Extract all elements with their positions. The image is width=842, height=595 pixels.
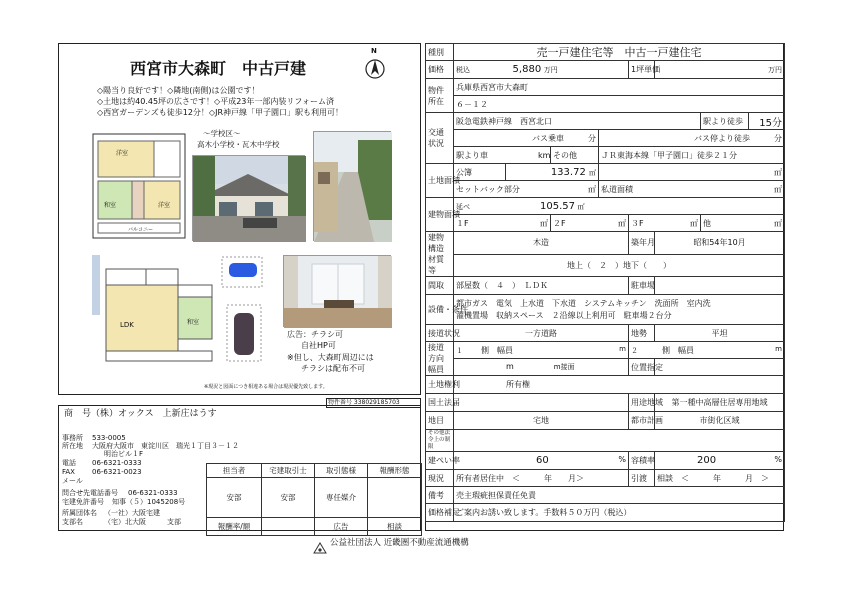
branch-label: 支部名: [62, 518, 83, 526]
page-title: 西宮市大森町 中古戸建: [130, 59, 307, 78]
inquiry-label: 問合せ先電話番号: [62, 489, 118, 497]
land-right-label: 土地権利: [426, 376, 454, 394]
floor-3f: ３F ㎡: [629, 215, 701, 232]
side-path-photo: [313, 131, 391, 241]
other-label: その他: [551, 147, 599, 164]
walk-minutes: 15分: [749, 113, 785, 130]
remarks-label: 備考: [426, 487, 454, 504]
exterior-photo: [192, 155, 305, 241]
school-names: 高木小学校・瓦木中学校: [197, 140, 280, 149]
land-area-value: 133.72 ㎡: [506, 164, 599, 181]
floor-1f: １F ㎡: [454, 215, 551, 232]
license-value: 知事（５）1045208号: [112, 498, 186, 506]
far-label: 容積率: [629, 452, 655, 470]
trade-name: 商 号（株）オックス 上新庄はうす: [64, 409, 217, 419]
agent-mode: 専任媒介: [315, 478, 368, 518]
agent-fee-rate: [262, 518, 315, 536]
price-cell: [454, 61, 629, 79]
room-label-youshitsu: 洋室: [116, 150, 129, 157]
status-value: 所有者居住中 ＜ 年 月＞: [454, 470, 629, 487]
land-law-label: 国土法届: [426, 394, 454, 412]
land-area-extra: ㎡: [599, 164, 785, 181]
location-value: 兵庫県西宮市大森町: [454, 79, 785, 96]
city-plan-label: 都市計画: [629, 412, 655, 430]
built-label: 築年月: [629, 232, 655, 255]
walk-label: 駅より徒歩: [701, 113, 749, 130]
facilities-cell: [454, 295, 785, 325]
room-label-washitsu: 和室: [104, 202, 117, 209]
agent-header-staff: 担当者: [207, 464, 262, 478]
agent-header-mode: 取引態様: [315, 464, 368, 478]
address-label: 所在地: [62, 442, 83, 450]
parking-label: 駐車場: [629, 277, 655, 295]
car-cell: 駅より車 km: [454, 147, 551, 164]
land-right-cell: 所有権: [454, 376, 785, 394]
remarks-value: 売主瑕疵担保責任免責: [454, 487, 785, 504]
structure-label: 建物構造 材質等: [426, 232, 454, 277]
agent-header-broker: 宅建取引士: [262, 464, 315, 478]
use-zone-label: 用途地域: [629, 394, 655, 412]
ad-line-1: 広告：チラシ可: [287, 330, 343, 339]
facilities-line-1: 都市ガス 電気 上水道 下水道 システムキッチン 洗面所 室内洗: [456, 298, 711, 308]
traffic-label: 交通状況: [426, 113, 454, 164]
floor-other: 他 ㎡: [701, 215, 785, 232]
facilities-label: 設備・条件: [426, 295, 454, 325]
note-line-2: チラシは配布不可: [301, 364, 365, 373]
floorplan-2f: [92, 133, 186, 239]
floor-2f: ２F ㎡: [551, 215, 629, 232]
price-unit: 万円: [543, 66, 558, 74]
agent-fee: [368, 478, 422, 518]
note-line-1: ※但し、大森町周辺には: [287, 353, 374, 362]
road-status-label: 接道状況: [426, 325, 454, 342]
room-label-ldk: LDK: [120, 321, 134, 329]
handover-label: 引渡: [629, 470, 655, 487]
other-limits-label: その他法令上の制限: [426, 430, 454, 452]
supplement-value: ご案内お誘い致します。手数料５０万円（税込）: [454, 504, 785, 522]
branch-value: （宅）北大阪 支部: [104, 518, 181, 526]
footer-association: 公益社団法人 近畿圏不動産流通機構: [330, 538, 469, 548]
category-label: 種別: [426, 44, 454, 61]
ad-line-2: 自社HP可: [301, 341, 336, 350]
land-area-label: 土地面積: [426, 164, 454, 198]
feature-line-1: ◇陽当り良好です！◇隣地(南側)は公園です！: [97, 86, 260, 95]
unit-price-label: 1坪単価: [629, 61, 655, 79]
interior-photo: [283, 255, 391, 327]
supplement-label: 価格補足: [426, 504, 454, 522]
bus-cell: バス乗車 分: [454, 130, 599, 147]
room-label-washitsu-2: 和室: [187, 319, 200, 326]
position-label: 位置指定: [629, 359, 655, 376]
other-access: ＪＲ東海本線「甲子園口」徒歩２１分: [599, 147, 785, 164]
price-label: 価格: [426, 61, 454, 79]
road-1: １ 側 幅員 m: [454, 342, 629, 359]
compass-icon: [364, 51, 386, 81]
bcr-label: 建ぺい率: [426, 452, 454, 470]
layout-value: 部屋数（ ４ ） ＬＤＫ: [454, 277, 629, 295]
feature-line-3: ◇西宮ガーデンズも徒歩12分！◇JR神戸線「甲子園口」駅も利用可！: [97, 108, 343, 117]
fax-label: FAX: [62, 468, 75, 476]
frontage: m m接面: [454, 359, 629, 376]
agent-ad-label: 広告: [315, 518, 368, 536]
mail-label: メール: [62, 477, 83, 485]
built-value: 昭和54年10月: [655, 232, 785, 255]
tel-label: 電話: [62, 459, 76, 467]
status-label: 現況: [426, 470, 454, 487]
property-number: 物件番号 338029185703: [328, 399, 400, 406]
property-category: 売一戸建住宅等 中古一戸建住宅: [454, 44, 785, 61]
city-plan-value: 市街化区域: [655, 412, 785, 430]
stories-value: 地上（ ２ ）地下（ ）: [454, 254, 785, 277]
inquiry-value: 06-6321-0333: [128, 489, 178, 497]
road-2: ２ 側 幅員 m: [629, 342, 785, 359]
tax-label: 税込: [456, 66, 470, 74]
layout-label: 間取: [426, 277, 454, 295]
land-law-value: [454, 394, 629, 412]
position-value: [655, 359, 785, 376]
agent-broker: 安部: [262, 478, 315, 518]
compass-letter: N: [371, 47, 377, 55]
facilities-line-2: 濯機置場 収納スペース ２沿線以上利用可 駐車場２台分: [456, 310, 672, 320]
fax-value: 06-6321-0023: [92, 468, 142, 476]
agent-table: [206, 463, 422, 536]
feature-line-2: ◇土地は約40.45坪の広さです！◇平成23年一部内装リフォーム済: [97, 97, 334, 106]
land-category-value: 宅地: [454, 412, 629, 430]
other-limits-value: [454, 430, 785, 452]
room-label-youshitsu-2: 洋室: [158, 202, 171, 209]
agent-header-fee: 報酬形態: [368, 464, 422, 478]
train-line: 阪急電鉄神戸線 西宮北口: [454, 113, 701, 130]
office-postal: 533-0005: [92, 434, 126, 442]
bcr-cell: 60 %: [454, 452, 629, 470]
property-table: [425, 43, 785, 522]
private-road-cell: 私道面積 ㎡: [599, 181, 785, 198]
floorplan-1f: [92, 255, 268, 367]
agent-staff: 安部: [207, 478, 262, 518]
road-status-value: 一方道路: [454, 325, 629, 342]
location-number: ６－１２: [454, 96, 785, 113]
tel-value: 06-6321-0333: [92, 459, 142, 467]
terrain-value: 平坦: [655, 325, 785, 342]
structure-value: 木造: [454, 232, 629, 255]
unit-price-cell: 万円: [655, 61, 785, 79]
location-label: 物件所在: [426, 79, 454, 113]
assoc-label: 所属団体名: [62, 509, 97, 517]
price-value: 5,880: [512, 64, 542, 75]
assoc-value: （一社）大阪宅建: [104, 509, 160, 517]
setback-cell: セットバック部分 ㎡: [454, 181, 599, 198]
address-line-2: 明治ビル１F: [104, 450, 144, 458]
address-line-1: 大阪府大阪市 東淀川区 瑞光１丁目３－１２: [92, 442, 239, 450]
agent-ad-value: 相談: [368, 518, 422, 536]
building-area-label: 建物面積: [426, 198, 454, 232]
far-cell: 200 %: [655, 452, 785, 470]
handover-value: 相談 ＜ 年 月 ＞: [655, 470, 785, 487]
land-area-type: 公簿: [454, 164, 506, 181]
license-label: 宅建免許番号: [62, 498, 104, 506]
association-logo-icon: [314, 538, 326, 548]
road-dir-label: 接道方向幅員: [426, 342, 454, 376]
agent-fee-rate-label: 報酬率/額: [207, 518, 262, 536]
bus-walk-cell: バス停より徒歩 分: [599, 130, 785, 147]
office-label: 事務所: [62, 434, 83, 442]
land-category-label: 地目: [426, 412, 454, 430]
terrain-label: 地勢: [629, 325, 655, 342]
disclaimer: ※現況と図面につき相違ある場合は現況優先致します。: [204, 384, 328, 390]
parking-value: [655, 277, 785, 295]
school-heading: ～学校区～: [203, 129, 241, 138]
use-zone-value: 第一種中高層住居専用地域: [655, 394, 785, 412]
building-area-total: 延べ 105.57 ㎡: [454, 198, 785, 215]
room-label-balcony: バルコニー: [128, 227, 154, 233]
